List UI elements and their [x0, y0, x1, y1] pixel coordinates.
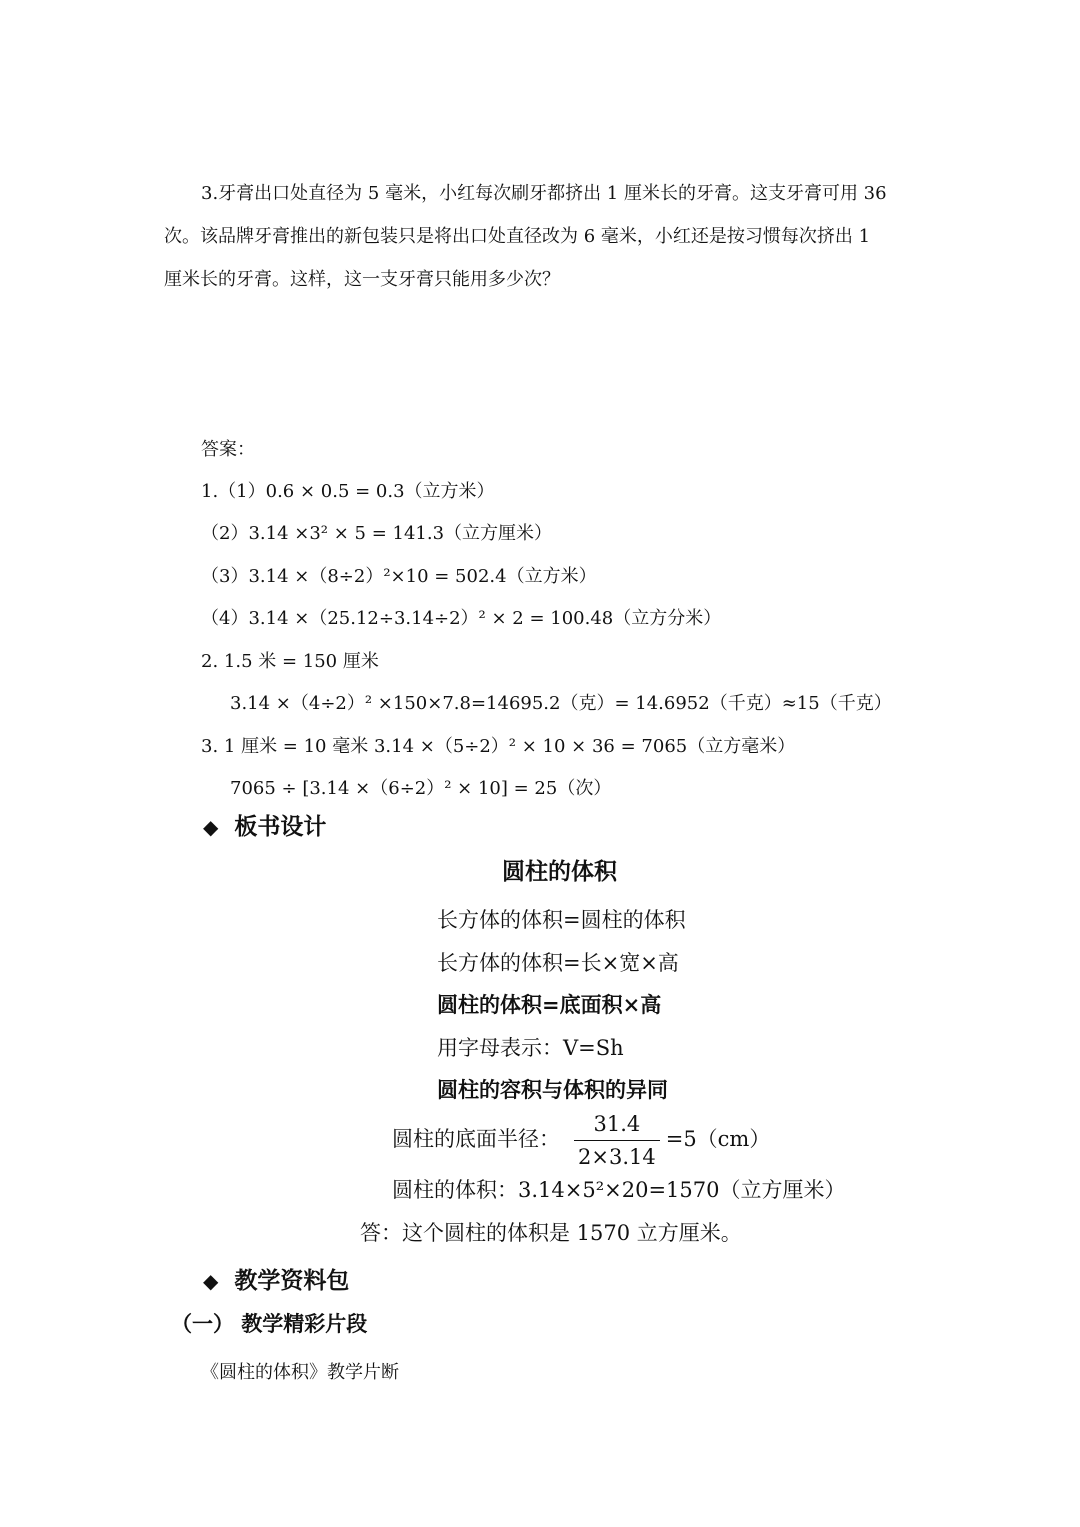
fraction-numerator: 31.4 [574, 1110, 660, 1141]
answer-line-8: 7065 ÷ [3.14 ×（6÷2）² × 10] = 25（次） [230, 778, 612, 799]
board-line-2: 长方体的体积=长×宽×高 [437, 951, 679, 975]
answer-line-4: （4）3.14 ×（25.12÷3.14÷2）² × 2 = 100.48（立方分米） [201, 608, 722, 629]
board-heading [203, 812, 326, 842]
board-line-4: 用字母表示：V=Sh [437, 1036, 624, 1060]
resources-heading-text: 教学资料包 [234, 1267, 350, 1294]
board-line-5: 圆柱的容积与体积的异同 [437, 1077, 668, 1102]
radius-result: =5（cm） [665, 1127, 771, 1151]
diamond-icon: ◆ [203, 815, 219, 839]
answer-line-2: （2）3.14 ×3² × 5 = 141.3（立方厘米） [201, 523, 553, 544]
problem3-line1: 3.牙膏出口处直径为 5 毫米，小红每次刷牙都挤出 1 厘米长的牙膏。这支牙膏可用 36 [201, 183, 887, 204]
resources-subheading: （一） 教学精彩片段 [171, 1311, 368, 1336]
radius-label: 圆柱的底面半径： [392, 1127, 560, 1151]
board-volume-line: 圆柱的体积：3.14×5²×20=1570（立方厘米） [392, 1178, 846, 1202]
answer-line-5: 2. 1.5 米 = 150 厘米 [201, 651, 379, 672]
answer-line-1: 1.（1）0.6 × 0.5 = 0.3（立方米） [201, 481, 495, 502]
radius-fraction [574, 1110, 660, 1171]
answer-line-3: （3）3.14 ×（8÷2）²×10 = 502.4（立方米） [201, 566, 597, 587]
fraction-denominator: 2×3.14 [578, 1145, 656, 1169]
problem3-line3: 厘米长的牙膏。这样，这一支牙膏只能用多少次？ [164, 269, 560, 290]
answers-label: 答案： [201, 439, 255, 460]
board-answer-line: 答：这个圆柱的体积是 1570 立方厘米。 [360, 1221, 742, 1245]
answer-line-7: 3. 1 厘米 = 10 毫米 3.14 ×（5÷2）² × 10 × 36 = 7065（立方毫米） [201, 736, 796, 757]
resources-item: 《圆柱的体积》教学片断 [201, 1362, 399, 1383]
board-title: 圆柱的体积 [502, 858, 617, 885]
answer-line-6: 3.14 ×（4÷2）² ×150×7.8=14695.2（克）= 14.6952（千克）≈15（千克） [230, 693, 892, 714]
problem3-line2: 次。该品牌牙膏推出的新包装只是将出口处直径改为 6 毫米，小红还是按习惯每次挤出 1 [164, 226, 871, 247]
board-line-1: 长方体的体积=圆柱的体积 [437, 908, 686, 932]
radius-formula [392, 1110, 770, 1171]
diamond-icon: ◆ [203, 1269, 219, 1293]
board-line-3: 圆柱的体积=底面积×高 [437, 992, 662, 1017]
board-heading-text: 板书设计 [234, 813, 327, 840]
resources-heading [203, 1266, 349, 1296]
